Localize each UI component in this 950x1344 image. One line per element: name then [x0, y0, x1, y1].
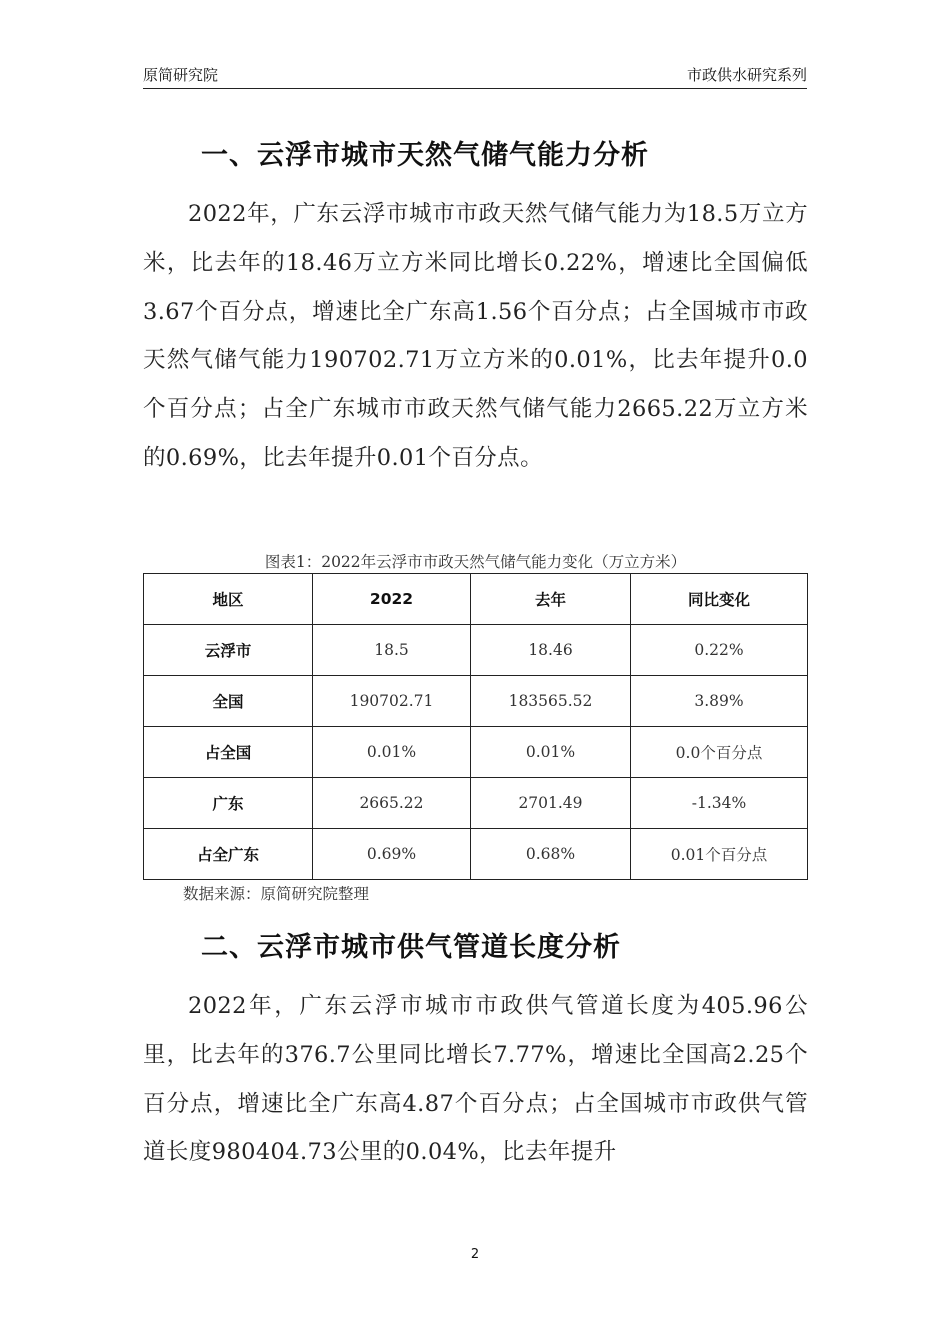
table-header-cell: 地区 [144, 574, 313, 625]
table-cell: 2701.49 [471, 778, 631, 829]
table-caption: 图表1：2022年云浮市市政天然气储气能力变化（万立方米） [264, 553, 687, 571]
header-divider [143, 88, 807, 89]
table-cell: 190702.71 [313, 676, 471, 727]
table-cell: 0.22% [631, 625, 808, 676]
table-cell: -1.34% [631, 778, 808, 829]
table-header-cell: 去年 [471, 574, 631, 625]
table-source-note: 数据来源：原简研究院整理 [183, 885, 370, 903]
table-row [144, 829, 808, 880]
table-cell: 0.68% [471, 829, 631, 880]
table-cell: 0.01个百分点 [631, 829, 808, 880]
table-header-row [144, 574, 808, 625]
table-header-cell: 同比变化 [631, 574, 808, 625]
table-row [144, 625, 808, 676]
row-label-cell: 云浮市 [144, 625, 313, 676]
page-number: 2 [470, 1247, 480, 1262]
table-row [144, 778, 808, 829]
table-row [144, 727, 808, 778]
storage-capacity-table [143, 573, 808, 880]
section-2-title: 二、云浮市城市供气管道长度分析 [201, 932, 621, 963]
table-row [144, 676, 808, 727]
table-cell: 18.46 [471, 625, 631, 676]
table-cell: 0.01% [471, 727, 631, 778]
header-right-title: 市政供水研究系列 [686, 66, 807, 84]
table-cell: 183565.52 [471, 676, 631, 727]
table-cell: 0.01% [313, 727, 471, 778]
section-1-title: 一、云浮市城市天然气储气能力分析 [201, 140, 649, 171]
table-header-cell: 2022 [313, 574, 471, 625]
section-1-paragraph: 2022年，广东云浮市城市市政天然气储气能力为18.5万立方米，比去年的18.46万立方米同比增长0.22%，增速比全国偏低3.67个百分点，增速比全广东高1.56个百分点；占全国城市市政天然气储气能力190702.71万立方米的0.01%，比去年提升0.0个百分点；占全广东城市市政天然气储气能力2665.22万立方米的0.69%，比去年提升0.01个百分点。 [143, 201, 808, 471]
row-label-cell: 占全广东 [144, 829, 313, 880]
table-cell: 18.5 [313, 625, 471, 676]
header-left-title: 原简研究院 [143, 66, 219, 84]
row-label-cell: 广东 [144, 778, 313, 829]
table-cell: 2665.22 [313, 778, 471, 829]
table-cell: 3.89% [631, 676, 808, 727]
table-cell: 0.0个百分点 [631, 727, 808, 778]
section-2-paragraph: 2022年，广东云浮市城市市政供气管道长度为405.96公里，比去年的376.7公里同比增长7.77%，增速比全国高2.25个百分点，增速比全广东高4.87个百分点；占全国城市市政供气管道长度980404.73公里的0.04%，比去年提升 [143, 993, 808, 1166]
table-cell: 0.69% [313, 829, 471, 880]
row-label-cell: 全国 [144, 676, 313, 727]
row-label-cell: 占全国 [144, 727, 313, 778]
